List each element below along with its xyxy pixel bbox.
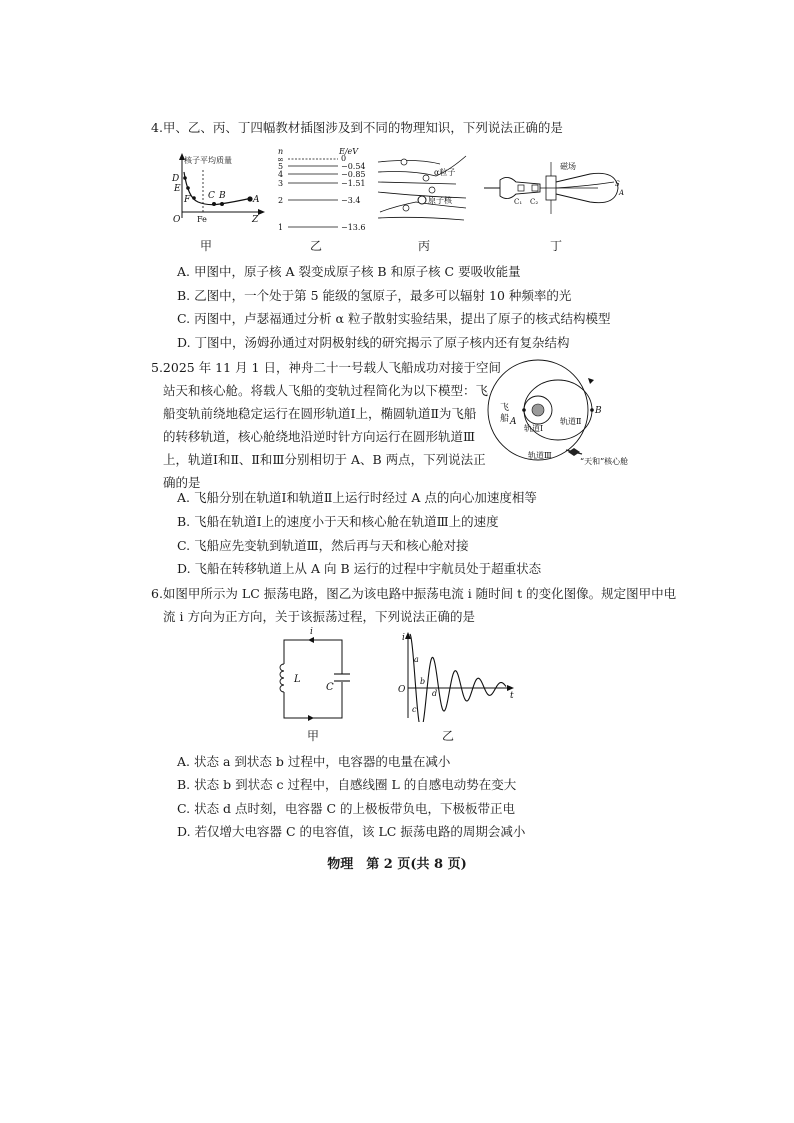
label-e: E	[174, 184, 181, 194]
current-arrow-bottom-icon	[308, 715, 314, 721]
q5-stem-line-4: 的转移轨道，核心舱绕地沿逆时针方向运行在圆形轨道Ⅲ	[163, 429, 476, 444]
point-b-dot	[590, 408, 594, 412]
q5-option-a[interactable]: A. 飞船分别在轨道Ⅰ和轨道Ⅱ上运行时经过 A 点的向心加速度相等	[177, 490, 537, 505]
field-label: 磁场	[560, 162, 576, 171]
earth-icon	[532, 404, 544, 416]
c2-label: C₂	[530, 198, 539, 206]
point-d	[183, 176, 187, 180]
caption-yi: 乙	[309, 239, 322, 253]
n-2: 2	[278, 196, 284, 205]
ylabel: 核子平均质量	[184, 156, 232, 165]
graph-origin-label: O	[398, 685, 406, 695]
q4-stem: 4.甲、乙、丙、丁四幅教材插图涉及到不同的物理知识，下列说法正确的是	[151, 120, 563, 135]
slit-c2	[532, 185, 538, 191]
e-label: E/eV	[339, 147, 359, 156]
graph-i-label: i	[402, 633, 405, 643]
q5-stem-line-1: 5.2025 年 11 月 1 日，神舟二十一号载人飞船成功对接于空间	[151, 360, 501, 375]
orbit-3-label: 轨道Ⅲ	[528, 451, 552, 460]
circuit-loop	[284, 640, 342, 718]
e-inf: 0	[341, 154, 347, 163]
label-z: Z	[252, 215, 259, 225]
e-2: −3.4	[341, 196, 361, 205]
point-a	[247, 196, 252, 201]
caption-bing: 丙	[417, 239, 430, 253]
caption-graph-yi: 乙	[441, 729, 454, 743]
electron-beam	[556, 182, 614, 188]
q4-option-a[interactable]: A. 甲图中，原子核 A 裂变成原子核 B 和原子核 C 要吸收能量	[177, 264, 521, 279]
n-label: n	[278, 147, 284, 156]
n-4: 4	[278, 170, 284, 179]
q5-stem-line-5: 上，轨道Ⅰ和Ⅱ、Ⅱ和Ⅲ分别相切于 A、B 两点，下列说法正	[163, 452, 486, 467]
q6-option-a[interactable]: A. 状态 a 到状态 b 过程中，电容器的电量在减小	[177, 754, 451, 769]
slit-c1	[518, 185, 524, 191]
orbit-2-label: 轨道Ⅱ	[560, 417, 582, 426]
point-a-label: A	[510, 417, 517, 427]
n-inf: ∞	[277, 155, 284, 164]
caption-circuit-jia: 甲	[306, 729, 319, 743]
q4-option-d[interactable]: D. 丁图中，汤姆孙通过对阴极射线的研究揭示了原子核内还有复杂结构	[177, 335, 570, 350]
q4-option-b[interactable]: B. 乙图中，一个处于第 5 能级的氢原子，最多可以辐射 10 种频率的光	[177, 288, 572, 303]
label-fe: Fe	[197, 215, 207, 224]
nucleus-label: 原子核	[428, 196, 452, 205]
point-e	[186, 186, 190, 190]
point-c	[212, 202, 216, 206]
page-footer: 物理 第 2 页(共 8 页)	[327, 857, 467, 872]
gold-nucleus	[418, 196, 426, 204]
label-b: B	[219, 191, 226, 201]
orbit-direction-arrow-icon	[588, 378, 594, 384]
point-a-dot	[522, 408, 526, 412]
state-c-label: c	[412, 705, 417, 714]
n-5: 5	[278, 162, 284, 171]
label-c: C	[208, 191, 215, 201]
orbit-1-label: 轨道Ⅰ	[524, 424, 544, 433]
caption-jia: 甲	[199, 239, 212, 253]
q5-orbit-figure	[484, 354, 650, 468]
q6-option-b[interactable]: B. 状态 b 到状态 c 过程中，自感线圈 L 的自感电动势在变大	[177, 777, 517, 792]
q5-stem-line-3: 船变轨前绕地稳定运行在圆形轨道Ⅰ上，椭圆轨道Ⅱ为飞船	[163, 406, 477, 421]
alpha-label: α粒子	[434, 168, 456, 177]
n-1: 1	[278, 223, 284, 232]
tube-left	[500, 177, 540, 198]
q4-figure-jia	[170, 150, 270, 230]
label-a: A	[253, 195, 260, 205]
alpha-track-3	[378, 182, 456, 184]
q6-stem-line-1: 6.如图甲所示为 LC 振荡电路，图乙为该电路中振荡电流 i 随时间 t 的变化图像。规定图甲中电	[151, 586, 677, 601]
q4-figure-ding	[478, 152, 628, 228]
current-arrow-top-icon	[308, 637, 314, 643]
point-f	[192, 196, 196, 200]
current-label: i	[310, 627, 313, 637]
e-5: −0.54	[341, 162, 366, 171]
label-f: F	[184, 195, 191, 205]
q5-option-d[interactable]: D. 飞船在转移轨道上从 A 向 B 运行的过程中宇航员处于超重状态	[177, 561, 542, 576]
q4-figure-yi	[272, 146, 374, 236]
state-d-label: d	[432, 689, 438, 698]
alpha-particle-3	[429, 187, 435, 193]
alpha-particle-4	[403, 205, 409, 211]
station-label: “天和”核心舱	[580, 457, 629, 466]
q5-stem-line-2: 站天和核心舱。将载人飞船的变轨过程简化为以下模型：飞	[163, 383, 489, 398]
ship-label-2: 船	[500, 414, 510, 424]
label-d: D	[172, 174, 180, 184]
q6-option-d[interactable]: D. 若仅增大电容器 C 的电容值，该 LC 振荡电路的周期会减小	[177, 824, 526, 839]
point-b-label: B	[595, 406, 602, 416]
state-b-label: b	[420, 677, 426, 686]
label-origin: O	[173, 215, 181, 225]
a-label: A	[619, 189, 625, 197]
q5-option-b[interactable]: B. 飞船在轨道Ⅰ上的速度小于天和核心舱在轨道Ⅲ上的速度	[177, 514, 499, 529]
q5-stem-line-6: 确的是	[163, 475, 201, 490]
caption-ding: 丁	[549, 239, 562, 253]
point-b	[220, 202, 224, 206]
q5-option-c[interactable]: C. 飞船应先变轨到轨道Ⅲ，然后再与天和核心舱对接	[177, 538, 469, 553]
q6-stem-line-2: 流 i 方向为正方向，关于该振荡过程，下列说法正确的是	[163, 609, 475, 624]
q6-option-c[interactable]: C. 状态 d 点时刻，电容器 C 的上极板带负电，下极板带正电	[177, 801, 516, 816]
e-3: −1.51	[341, 179, 366, 188]
alpha-particle-2	[423, 175, 429, 181]
alpha-track-1	[378, 160, 440, 164]
c1-label: C₁	[514, 198, 523, 206]
s-label: S	[615, 180, 620, 188]
q4-option-c[interactable]: C. 丙图中，卢瑟福通过分析 α 粒子散射实验结果，提出了原子的核式结构模型	[177, 311, 611, 326]
alpha-particle-1	[401, 159, 407, 165]
graph-t-label: t	[510, 691, 514, 701]
e-1: −13.6	[341, 223, 366, 232]
n-3: 3	[278, 179, 284, 188]
q6-current-graph	[396, 626, 520, 722]
ship-label-1: 飞	[500, 403, 510, 413]
q6-circuit-figure	[272, 626, 356, 722]
x-axis-arrow-icon	[258, 209, 265, 215]
capacitor-label: C	[326, 682, 334, 693]
e-4: −0.85	[341, 170, 366, 179]
alpha-track-6	[378, 217, 464, 220]
inductor-label: L	[294, 674, 301, 685]
state-a-label: a	[414, 655, 419, 664]
q4-figure-bing	[376, 150, 472, 230]
